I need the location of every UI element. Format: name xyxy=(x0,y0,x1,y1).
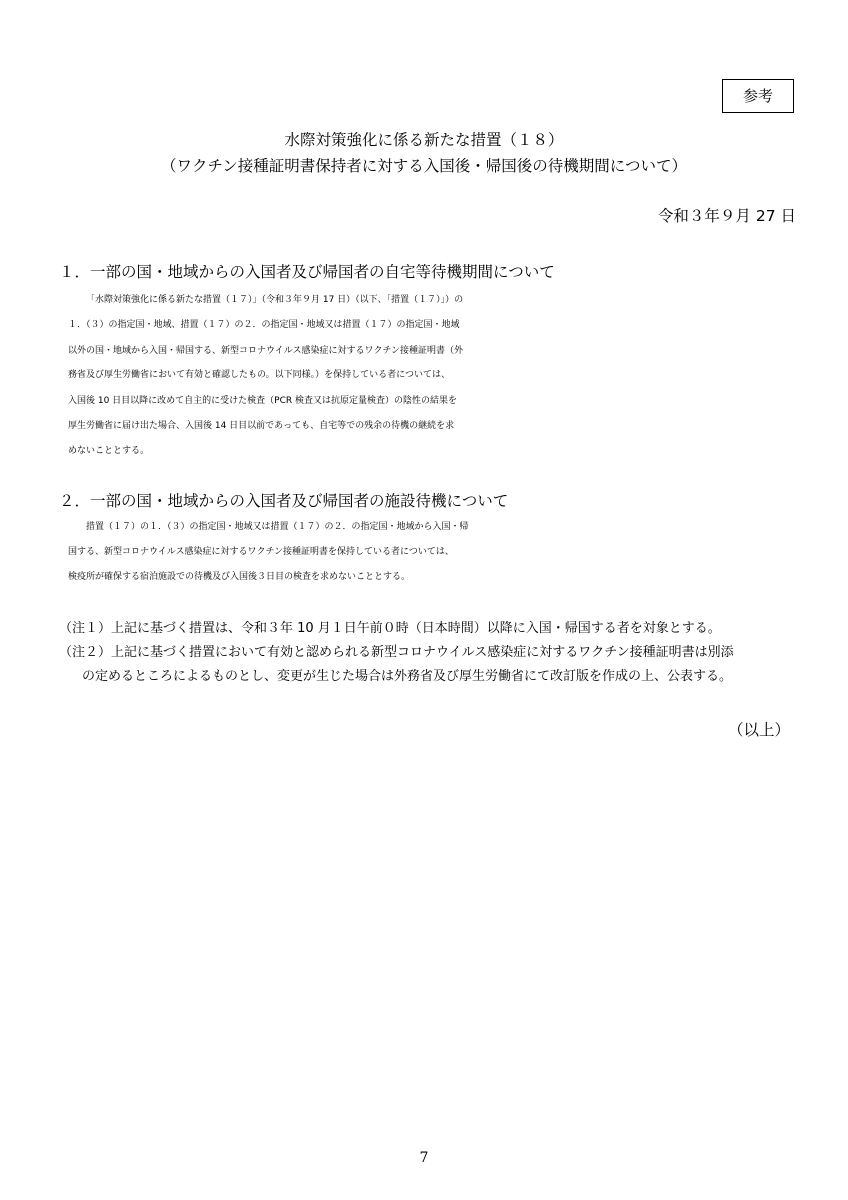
reference-label-box: 参考 xyxy=(722,79,794,113)
section1-line: 厚生労働省に届け出た場合、入国後 14 日目以前であっても、自宅等での残余の待機の継続を求 xyxy=(68,421,455,431)
note-1: （注１）上記に基づく措置は、令和３年 10 月１日午前０時（日本時間）以降に入国・帰国する者を対象とする。 xyxy=(59,621,721,636)
section2-heading: ２．一部の国・地域からの入国者及び帰国者の施設待機について xyxy=(59,492,509,510)
section1-line: 務省及び厚生労働省において有効と確認したもの。以下同様。）を保持している者については、 xyxy=(68,370,450,380)
section1-line: めないこととする。 xyxy=(68,446,150,456)
end-mark: （以上） xyxy=(727,721,790,739)
page-number: 7 xyxy=(419,1150,429,1166)
note-2-line2: の定めるところによるものとし、変更が生じた場合は外務省及び厚生労働省にて改訂版を作成の上、公表する。 xyxy=(82,669,733,684)
document-subtitle: （ワクチン接種証明書保持者に対する入国後・帰国後の待機期間について） xyxy=(161,157,687,175)
section1-line: 以外の国・地域から入国・帰国する、新型コロナウイルス感染症に対するワクチン接種証明書（外 xyxy=(68,346,464,356)
note-2-line1: （注２）上記に基づく措置において有効と認められる新型コロナウイルス感染症に対するワクチン接種証明書は別添 xyxy=(59,645,734,660)
section2-line: 検疫所が確保する宿泊施設での待機及び入国後３日目の検査を求めないこととする。 xyxy=(68,572,411,582)
document-title: 水際対策強化に係る新たな措置（１８） xyxy=(284,131,564,149)
section2-line: 措置（１７）の１．（３）の指定国・地域又は措置（１７）の２．の指定国・地域から入国・帰 xyxy=(86,522,469,532)
section1-line: 入国後 10 日目以降に改めて自主的に受けた検査（PCR 検査又は抗原定量検査）の陰性の結果を xyxy=(68,396,458,406)
section1-line: 「水際対策強化に係る新たな措置（１７）」（令和３年９月 17 日）（以下、「措置（１７）」）の xyxy=(86,295,464,305)
section1-line: １．（３）の指定国・地域、措置（１７）の２．の指定国・地域又は措置（１７）の指定国・地域 xyxy=(68,320,460,330)
document-date: 令和３年９月 27 日 xyxy=(657,207,796,225)
section2-line: 国する、新型コロナウイルス感染症に対するワクチン接種証明書を保持している者については、 xyxy=(68,547,454,557)
section1-heading: １．一部の国・地域からの入国者及び帰国者の自宅等待機期間について xyxy=(59,263,555,281)
